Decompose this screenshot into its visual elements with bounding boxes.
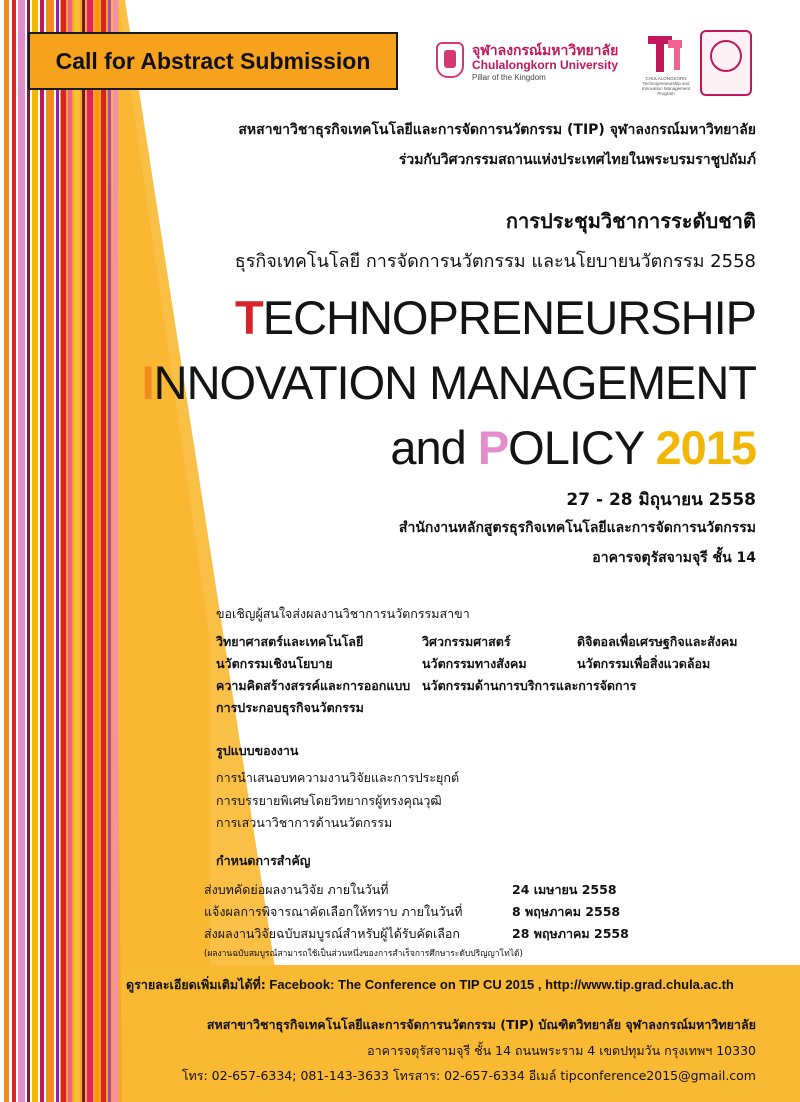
more-info-links[interactable]: Facebook: The Conference on TIP CU 2015 , http://www.tip.grad.chula.ac.th: [265, 977, 734, 992]
university-tagline: Pillar of the Kingdom: [472, 73, 546, 82]
deadline-note: (ผลงานฉบับสมบูรณ์สามารถใช้เป็นส่วนหนึ่งของการสำเร็จการศึกษาระดับปริญญาโทได้): [204, 949, 523, 959]
deadline-date: 24 เมษายน 2558: [512, 882, 617, 897]
initial-t: T: [235, 291, 263, 344]
conference-title-line-3: and POLICY 2015: [390, 421, 756, 474]
deadline-labels: [204, 879, 462, 945]
call-for-abstract-banner: Call for Abstract Submission: [28, 32, 398, 90]
contact-line-3[interactable]: โทร: 02-657-6334; 081-143-3633 โทรสาร: 02-657-6334 อีเมล์ tipconference2015@gmail.com: [181, 1068, 756, 1083]
contact-line-2: อาคารจตุรัสจามจุรี ชั้น 14 ถนนพระราม 4 เขตปทุมวัน กรุงเทพฯ 10330: [367, 1043, 756, 1058]
conference-subtitle-th: ธุรกิจเทคโนโลยี การจัดการนวัตกรรม และนโยบายนวัตกรรม 2558: [234, 251, 756, 272]
crest-emblem-icon: [710, 40, 742, 72]
tip-logo-caption: CHULALONGKORN Technopreneurship and Innovation Management Program: [641, 76, 691, 96]
tip-logo: [640, 34, 692, 94]
conference-title-line-1: TECHNOPRENEURSHIP: [235, 291, 756, 344]
contact-line-1: สหสาขาวิชาธุรกิจเทคโนโลยีและการจัดการนวัตกรรม (TIP) บัณฑิตวิทยาลัย จุฬาลงกรณ์มหาวิทยาลัย: [206, 1017, 756, 1032]
topic-item: นวัตกรรมเพื่อสิ่งแวดล้อม: [577, 656, 711, 671]
organizer-line-1: สหสาขาวิชาธุรกิจเทคโนโลยีและการจัดการนวัตกรรม (TIP) จุฬาลงกรณ์มหาวิทยาลัย: [238, 122, 756, 138]
deadline-label: ส่งผลงานวิจัยฉบับสมบูรณ์สำหรับผู้ได้รับคัดเลือก: [204, 926, 460, 941]
deadlines-heading: กำหนดการสำคัญ: [216, 853, 311, 868]
initial-p: P: [477, 421, 509, 474]
topic-item: นวัตกรรมเชิงนโยบาย: [216, 656, 333, 671]
topic-item: วิทยาศาสตร์และเทคโนโลยี: [216, 634, 364, 649]
venue-line-1: สำนักงานหลักสูตรธุรกิจเทคโนโลยีและการจัดการนวัตกรรม: [398, 520, 756, 536]
deadline-date: 28 พฤษภาคม 2558: [512, 926, 629, 941]
topic-item: ดิจิตอลเพื่อเศรษฐกิจและสังคม: [577, 634, 738, 649]
organizer-line-2: ร่วมกับวิศวกรรมสถานแห่งประเทศไทยในพระบรมราชูปถัมภ์: [398, 152, 756, 168]
conference-title-line-2: INNOVATION MANAGEMENT: [141, 356, 756, 409]
topics-column-1: [216, 631, 410, 719]
conference-year: 2015: [655, 421, 756, 474]
format-item: การเสวนาวิชาการด้านนวัตกรรม: [216, 815, 393, 830]
venue-line-2: อาคารจตุรัสจามจุรี ชั้น 14: [592, 550, 756, 566]
deadline-date: 8 พฤษภาคม 2558: [512, 904, 621, 919]
eit-crest-logo: [700, 30, 752, 96]
topic-item: นวัตกรรมด้านการบริการและการจัดการ: [422, 678, 637, 693]
topics-column-3: [577, 631, 737, 675]
deadline-dates: [512, 879, 629, 945]
more-info: [126, 975, 734, 995]
conference-title-th: การประชุมวิชาการระดับชาติ: [505, 209, 756, 233]
format-item: การบรรยายพิเศษโดยวิทยากรผู้ทรงคุณวุฒิ: [216, 792, 442, 808]
topic-item: นวัตกรรมทางสังคม: [422, 656, 527, 671]
topic-item: การประกอบธุรกิจนวัตกรรม: [216, 700, 364, 715]
format-list: [216, 767, 459, 835]
university-name-th: จุฬาลงกรณ์มหาวิทยาลัย: [472, 43, 619, 59]
university-seal-icon: [436, 42, 464, 78]
more-info-label: ดูรายละเอียดเพิ่มเติมได้ที่:: [126, 977, 266, 992]
conference-date: 27 - 28 มิถุนายน 2558: [566, 490, 756, 510]
topic-item: วิศวกรรมศาสตร์: [422, 634, 511, 649]
chulalongkorn-logo: [436, 40, 636, 86]
topic-item: ความคิดสร้างสรรค์และการออกแบบ: [216, 678, 411, 693]
deadline-label: แจ้งผลการพิจารณาคัดเลือกให้ทราบ ภายในวันที่: [204, 904, 463, 919]
format-item: การนำเสนอบทความงานวิจัยและการประยุกต์: [216, 770, 460, 785]
university-name-en: Chulalongkorn University: [472, 58, 619, 72]
decorative-stripes: [0, 0, 125, 1102]
deadline-label: ส่งบทคัดย่อผลงานวิจัย ภายในวันที่: [204, 882, 389, 897]
initial-i: I: [141, 356, 154, 409]
tip-logo-icon: [640, 34, 692, 76]
format-heading: รูปแบบของงาน: [216, 743, 299, 758]
topics-intro: ขอเชิญผู้สนใจส่งผลงานวิชาการนวัตกรรมสาขา: [216, 606, 470, 621]
